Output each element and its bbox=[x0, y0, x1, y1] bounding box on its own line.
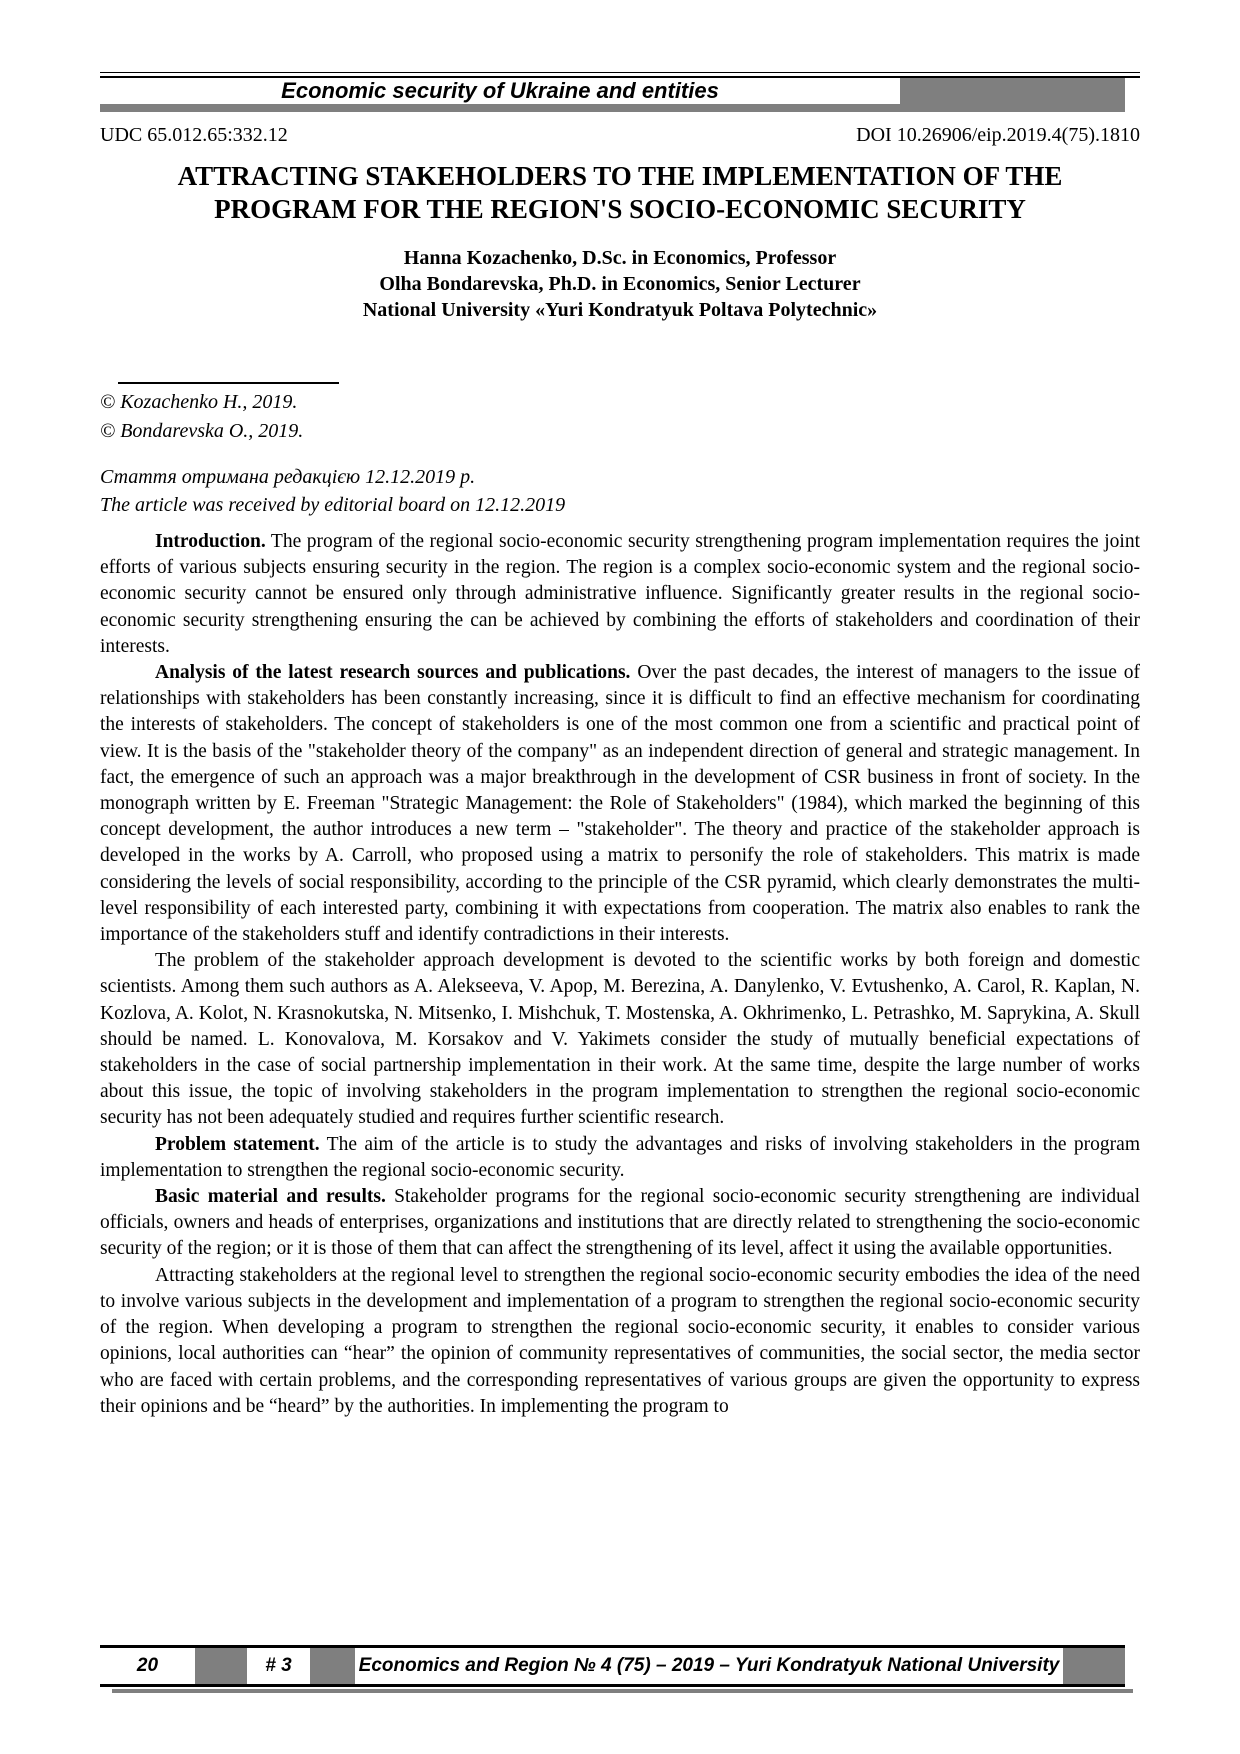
paragraph-lead: Problem statement. bbox=[155, 1133, 320, 1155]
copyright-line-2: © Bondarevska O., 2019. bbox=[100, 420, 304, 442]
footer-gray-separator-1 bbox=[195, 1648, 247, 1684]
header-gray-bar bbox=[100, 104, 1125, 112]
paragraph-lead: Analysis of the latest research sources and publications. bbox=[155, 662, 631, 684]
paragraph-lead: Introduction. bbox=[155, 531, 266, 552]
udc-label: UDC 65.012.65:332.12 bbox=[100, 124, 288, 146]
received-note-en: The article was received by editorial board on 12.12.2019 bbox=[100, 494, 566, 516]
footer-shadow-bar bbox=[112, 1689, 1133, 1693]
paragraph-text: The aim of the article is to study the advantages and risks of involving stakeholders in the program implementation to strengthen the regional socio-economic security. bbox=[100, 1133, 1140, 1181]
author-line-1: Hanna Kozachenko, D.Sc. in Economics, Professor bbox=[403, 247, 837, 269]
section-title: Economic security of Ukraine and entities bbox=[281, 78, 719, 103]
article-title-line-2: PROGRAM FOR THE REGION'S SOCIO-ECONOMIC SECURITY bbox=[214, 194, 1026, 224]
footer-journal-title: Economics and Region № 4 (75) – 2019 – Yuri Kondratyuk National University bbox=[355, 1648, 1063, 1684]
paragraph-text: The program of the regional socio-economic security strengthening program implementation requires the joint efforts of various subjects ensuring security in the region. The region is a complex socio-economic system and the regional socio-economic security cannot be ensured only through administrative influence. Significantly greater results in the regional socio-economic security strengthening ensuring the can be achieved by combining the efforts of stakeholders and coordination of their interests. bbox=[100, 531, 1140, 657]
article-title-line-1: ATTRACTING STAKEHOLDERS TO THE IMPLEMENTATION OF THE bbox=[177, 161, 1063, 191]
footer-gray-separator-2 bbox=[310, 1648, 355, 1684]
footer-gray-separator-3 bbox=[1063, 1648, 1125, 1684]
udc-doi-row bbox=[100, 124, 1140, 147]
copyright-line-1: © Kozachenko H., 2019. bbox=[100, 391, 298, 413]
paragraph-text: The problem of the stakeholder approach development is devoted to the scientific works by both foreign and domestic scientists. Among them such authors as A. Alekseeva, V. Apop, M. Berezina, A. Danylenko, V. Evtushenko, A. Carol, R. Kaplan, N. Kozlova, A. Kolot, N. Krasnokutska, N. Mitsenko, I. Mishchuk, T. Mostenska, A. Okhrimenko, L. Petrashko, M. Saprykina, A. Skull should be named. L. Konovalova, M. Korsakov and V. Yakimets consider the study of mutually beneficial expectations of stakeholders in the case of social partnership implementation in their work. At the same time, despite the large number of works about this issue, the topic of involving stakeholders in the program implementation to strengthen the regional socio-economic security has not been adequately studied and requires further scientific research. bbox=[100, 950, 1140, 1129]
footer-issue-number: # 3 bbox=[247, 1648, 310, 1684]
footer-page-number: 20 bbox=[100, 1648, 195, 1684]
copyright-rule bbox=[118, 382, 339, 384]
paragraph-text: Stakeholder programs for the regional socio-economic security strengthening are individual officials, owners and heads of enterprises, organizations and institutions that are directly related to strengthening the socio-economic security of the region; or it is those of them that can affect the strengthening of its level, affect it using the available opportunities. bbox=[100, 1186, 1140, 1260]
affiliation-line: National University «Yuri Kondratyuk Poltava Polytechnic» bbox=[362, 299, 878, 321]
paragraph-text: Over the past decades, the interest of managers to the issue of relationships with stakeholders has been constantly increasing, since it is difficult to find an effective mechanism for coordinating the interests of stakeholders. The concept of stakeholders is one of the most common one from a scientific and practical point of view. It is the basis of the "stakeholder theory of the company" as an independent direction of general and strategic management. In fact, the emergence of such an approach was a major breakthrough in the development of CSR business in front of society. In the monograph written by E. Freeman "Strategic Management: the Role of Stakeholders" (1984), which marked the beginning of this concept development, the author introduces a new term – "stakeholder". The theory and practice of the stakeholder approach is developed in the works by A. Carroll, who proposed using a matrix to personify the role of stakeholders. This matrix is made considering the levels of social responsibility, according to the principle of the CSR pyramid, which clearly demonstrates the multi-level responsibility of each interested party, combining it with expectations from cooperation. The matrix also enables to rank the importance of the stakeholders stuff and identify contradictions in their interests. bbox=[100, 662, 1141, 946]
article-body bbox=[100, 529, 1140, 1420]
received-note-uk: Стаття отримана редакцією 12.12.2019 р. bbox=[100, 466, 476, 488]
copyright-block bbox=[100, 388, 303, 446]
page-footer bbox=[100, 1645, 1125, 1687]
author-line-2: Olha Bondarevska, Ph.D. in Economics, Senior Lecturer bbox=[379, 273, 861, 295]
paragraph-basic-material bbox=[100, 1184, 1140, 1263]
paragraph-introduction bbox=[100, 529, 1140, 660]
paragraph-analysis bbox=[100, 660, 1140, 948]
authors-block bbox=[100, 245, 1140, 323]
article-title bbox=[100, 160, 1140, 226]
received-note bbox=[100, 463, 565, 519]
paragraph-attracting-stakeholders bbox=[100, 1263, 1140, 1420]
paragraph-problem-statement bbox=[100, 1132, 1140, 1184]
doi-label: DOI 10.26906/eip.2019.4(75).1810 bbox=[856, 124, 1140, 146]
paragraph-text: Attracting stakeholders at the regional level to strengthen the regional socio-economic security embodies the idea of the need to involve various subjects in the development and implementation of a program to strengthen the regional socio-economic security of the region. When developing a program to strengthen the regional socio-economic security, it enables to consider various opinions, local authorities can “hear” the opinion of community representatives of communities, the social sector, the media sector who are faced with certain problems, and the corresponding representatives of various groups are given the opportunity to express their opinions and be “heard” by the authorities. In implementing the program to bbox=[100, 1264, 1140, 1417]
paragraph-problem-of-approach bbox=[100, 948, 1140, 1131]
paragraph-lead: Basic material and results. bbox=[155, 1186, 386, 1208]
header-band bbox=[100, 78, 1140, 104]
